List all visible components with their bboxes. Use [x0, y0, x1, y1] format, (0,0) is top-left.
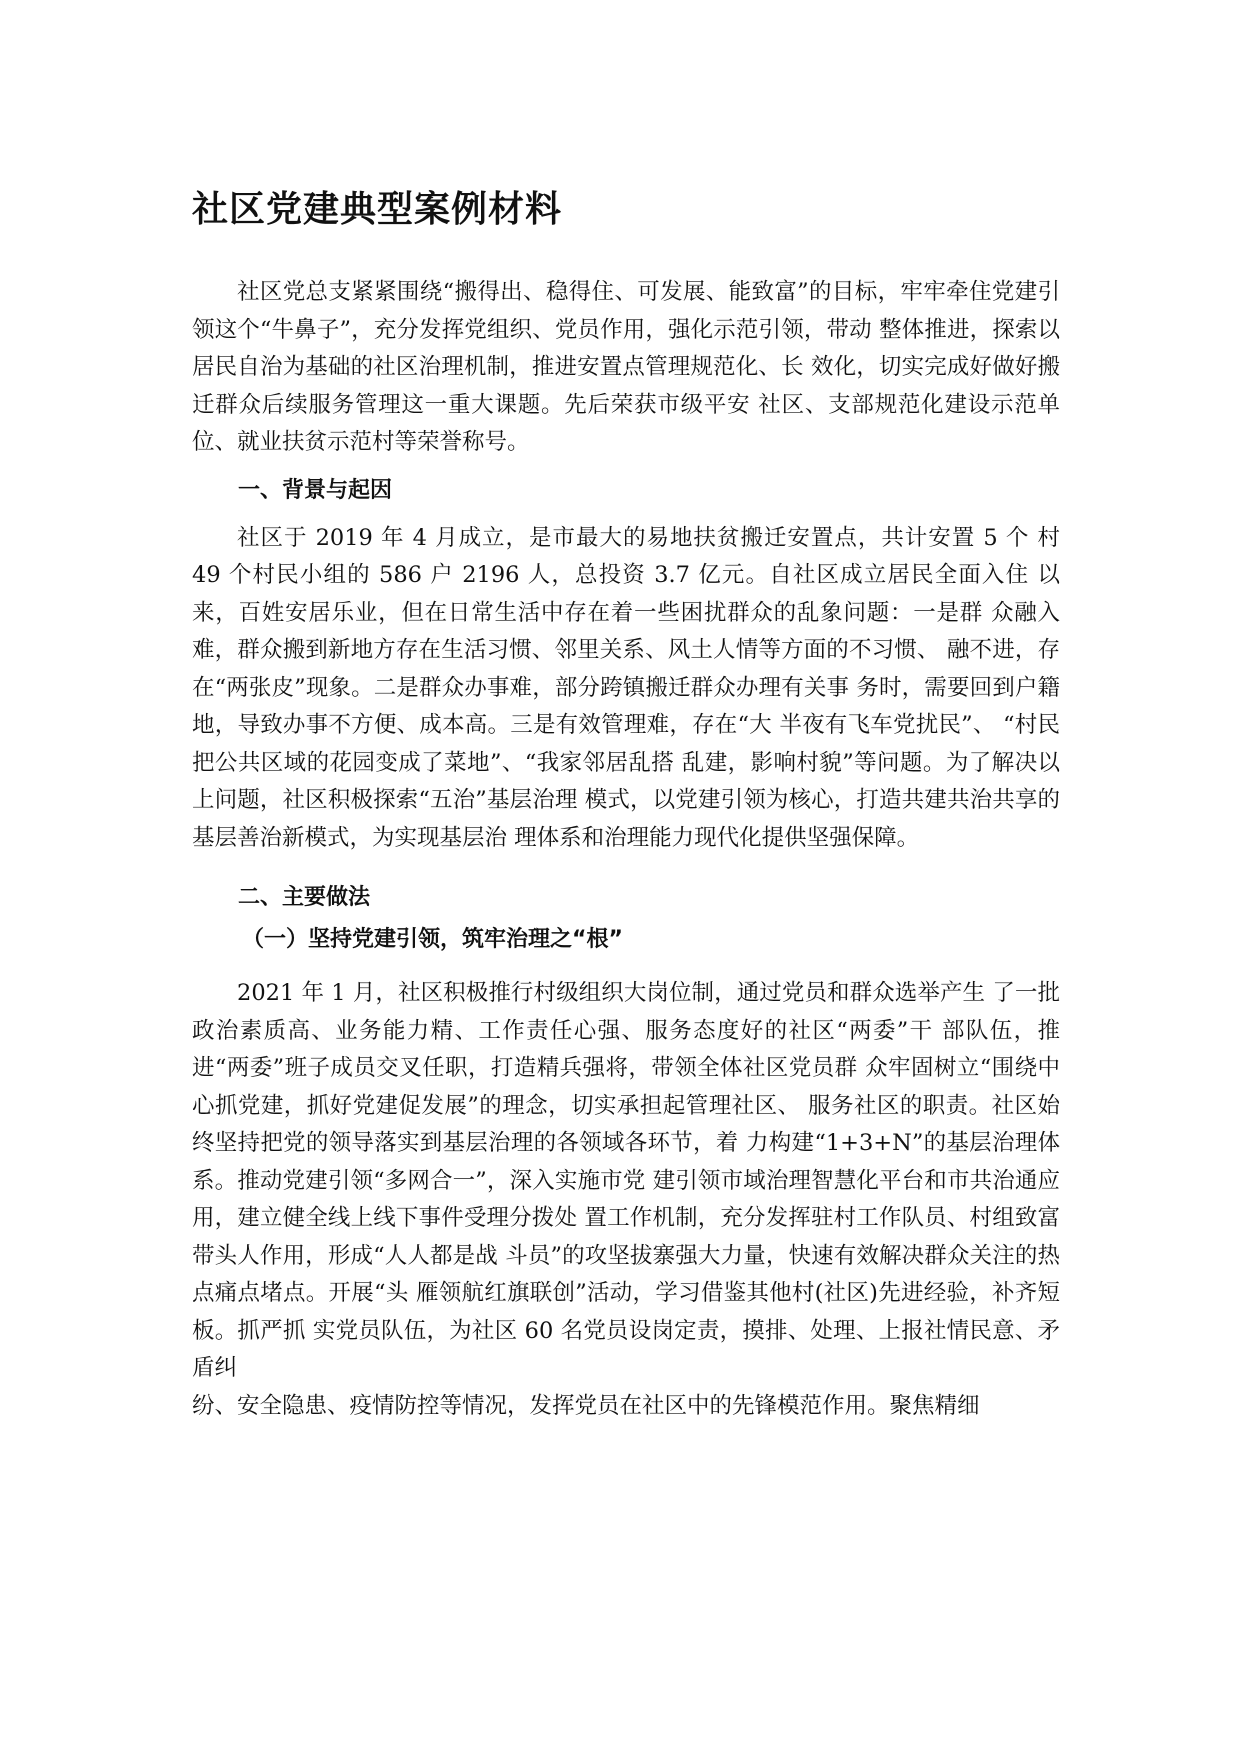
document-body: [192, 186, 1060, 1425]
intro-paragraph: 社区党总支紧紧围绕“搬得出、稳得住、可发展、能致富”的目标，牢牢牵住党建引领这个“牛鼻子”，充分发挥党组织、党员作用，强化示范引领，带动 整体推进，探索以居民自治为基础的社区治理机制，推进安置点管理规范化、长 效化，切实完成好做好搬迁群众后续服务管理这一重大课题。先后荣获市级平安 社区、支部规范化建设示范单位、就业扶贫示范村等荣誉称号。: [192, 279, 1060, 455]
background-paragraph: 社区于 2019 年 4 月成立，是市最大的易地扶贫搬迁安置点，共计安置 5 个 村 49 个村民小组的 586 户 2196 人，总投资 3.7 亿元。自社区成立居民全面入住 以来，百姓安居乐业，但在日常生活中存在着一些困扰群众的乱象问题：一是群 众融入难，群众搬到新地方存在生活习惯、邻里关系、风土人情等方面的不习惯、 融不进，存在“两张皮”现象。二是群众办事难，部分跨镇搬迁群众办理有关事 务时，需要回到户籍地，导致办事不方便、成本高。三是有效管理难，存在“大 半夜有飞车党扰民”、 “村民把公共区域的花园变成了菜地”、“我家邻居乱搭 乱建，影响村貌”等问题。为了解决以上问题，社区积极探索“五治”基层治理 模式，以党建引领为核心，打造共建共治共享的基层善治新模式，为实现基层治 理体系和治理能力现代化提供坚强保障。: [192, 524, 1060, 851]
section-heading-main-practices: 二、主要做法: [238, 885, 371, 910]
party-leadership-paragraph-continued: 纷、安全隐患、疫情防控等情况，发挥党员在社区中的先锋模范作用。聚焦精细: [192, 1392, 980, 1419]
subsection-heading-party-leadership: （一）坚持党建引领，筑牢治理之“根”: [242, 927, 623, 952]
document-title: 社区党建典型案例材料: [192, 189, 563, 230]
party-leadership-paragraph: 2021 年 1 月，社区积极推行村级组织大岗位制，通过党员和群众选举产生 了一批政治素质高、业务能力精、工作责任心强、服务态度好的社区“两委”干 部队伍，推进“两委”班子成员交叉任职，打造精兵强将，带领全体社区党员群 众牢固树立“围绕中心抓党建，抓好党建促发展”的理念，切实承担起管理社区、 服务社区的职责。社区始终坚持把党的领导落实到基层治理的各领域各环节，着 力构建“1+3+N”的基层治理体系。推动党建引领“多网合一”，深入实施市党 建引领市域治理智慧化平台和市共治通应用，建立健全线上线下事件受理分拨处 置工作机制，充分发挥驻村工作队员、村组致富带头人作用，形成“人人都是战 斗员”的攻坚拔寨强大力量，快速有效解决群众关注的热点痛点堵点。开展“头 雁领航红旗联创”活动，学习借鉴其他村(社区)先进经验，补齐短板。抓严抓 实党员队伍，为社区 60 名党员设岗定责，摸排、处理、上报社情民意、矛盾纠: [192, 980, 1060, 1381]
section-heading-background: 一、背景与起因: [238, 477, 393, 503]
